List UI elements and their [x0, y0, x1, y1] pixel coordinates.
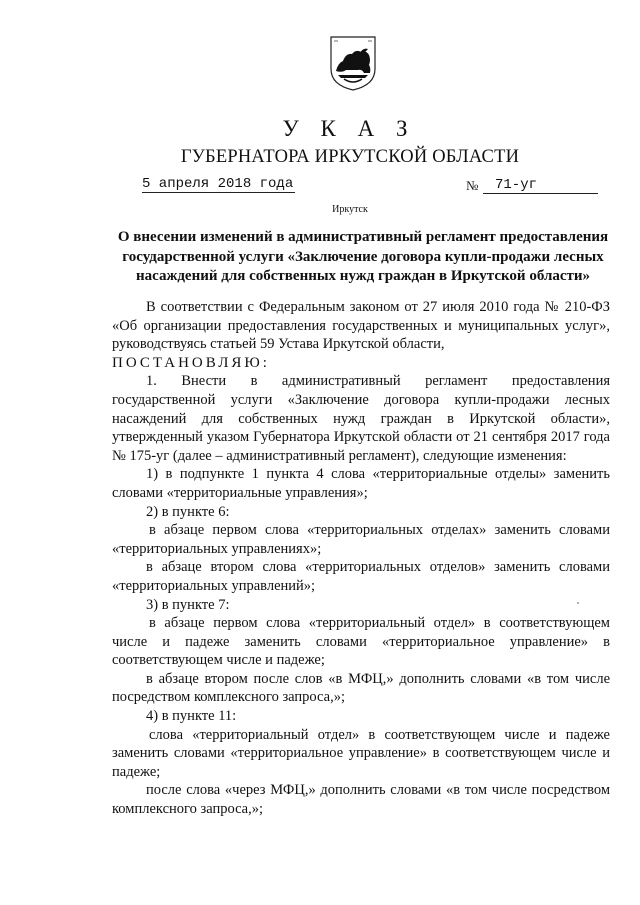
paragraph-subitem-4a: слова «территориальный отдел» в соответствующем числе и падеже заменить словами «территориальное управление» в соответствующем числе и падеже;: [112, 726, 610, 780]
paragraph-subitem-4b: после слова «через МФЦ,» дополнить словами «в том числе посредством комплексного запроса,»;: [112, 782, 610, 818]
paragraph-subitem-4: 4) в пункте 11:: [146, 708, 237, 725]
decree-date: 5 апреля 2018 года: [142, 176, 294, 192]
decree-city: Иркутск: [332, 204, 368, 215]
paragraph-subitem-2a: в абзаце первом слова «территориальных отделах» заменить словами «территориальных управлениях»;: [112, 522, 610, 557]
coat-of-arms-emblem: [328, 33, 378, 91]
paragraph-subitem-3b: в абзаце втором после слов «в МФЦ,» дополнить словами «в том числе посредством комплексного запроса,»;: [112, 670, 610, 706]
decree-body: [112, 298, 610, 819]
decree-heading: О внесении изменений в административный регламент предоставления государственной услуги «Заключение договора купли-продажи лесных насаждений для собственных нужд граждан в Иркутской области»: [117, 229, 609, 284]
paragraph-subitem-2: 2) в пункте 6:: [146, 503, 230, 520]
scan-speck: [577, 602, 579, 604]
paragraph-preamble: В соответствии с Федеральным законом от 27 июля 2010 года № 210-ФЗ «Об организации предоставления государственных и муниципальных услуг», руководствуясь статьей 59 Устава Иркутской области,: [112, 299, 610, 353]
paragraph-subitem-1: 1) в подпункте 1 пункта 4 слова «территориальные отделы» заменить словами «территориальные управления»;: [112, 466, 610, 501]
decree-number: 71-уг: [483, 177, 598, 194]
paragraph-subitem-3a: в абзаце первом слова «территориальный отдел» в соответствующем числе и падеже заменить словами «территориальное управление» в соответствующем числе и падеже;: [112, 615, 610, 669]
document-subtitle: ГУБЕРНАТОРА ИРКУТСКОЙ ОБЛАСТИ: [180, 147, 520, 167]
document-title: У К А З: [282, 116, 416, 141]
paragraph-subitem-3: 3) в пункте 7:: [146, 596, 230, 613]
paragraph-item-1: 1. Внести в административный регламент предоставления государственной услуги «Заключение договора купли-продажи лесных насаждений для собственных нужд граждан в Иркутской области», утвержденный указом Губернатора Иркутской области от 21 сентября 2017 года № 175-уг (далее – административный регламент), следующие изменения:: [112, 373, 610, 464]
decree-word: ПОСТАНОВЛЯЮ:: [112, 354, 270, 371]
number-label: №: [466, 178, 479, 193]
paragraph-subitem-2b: в абзаце втором слова «территориальных отделов» заменить словами «территориальных управлений»;: [112, 559, 610, 594]
